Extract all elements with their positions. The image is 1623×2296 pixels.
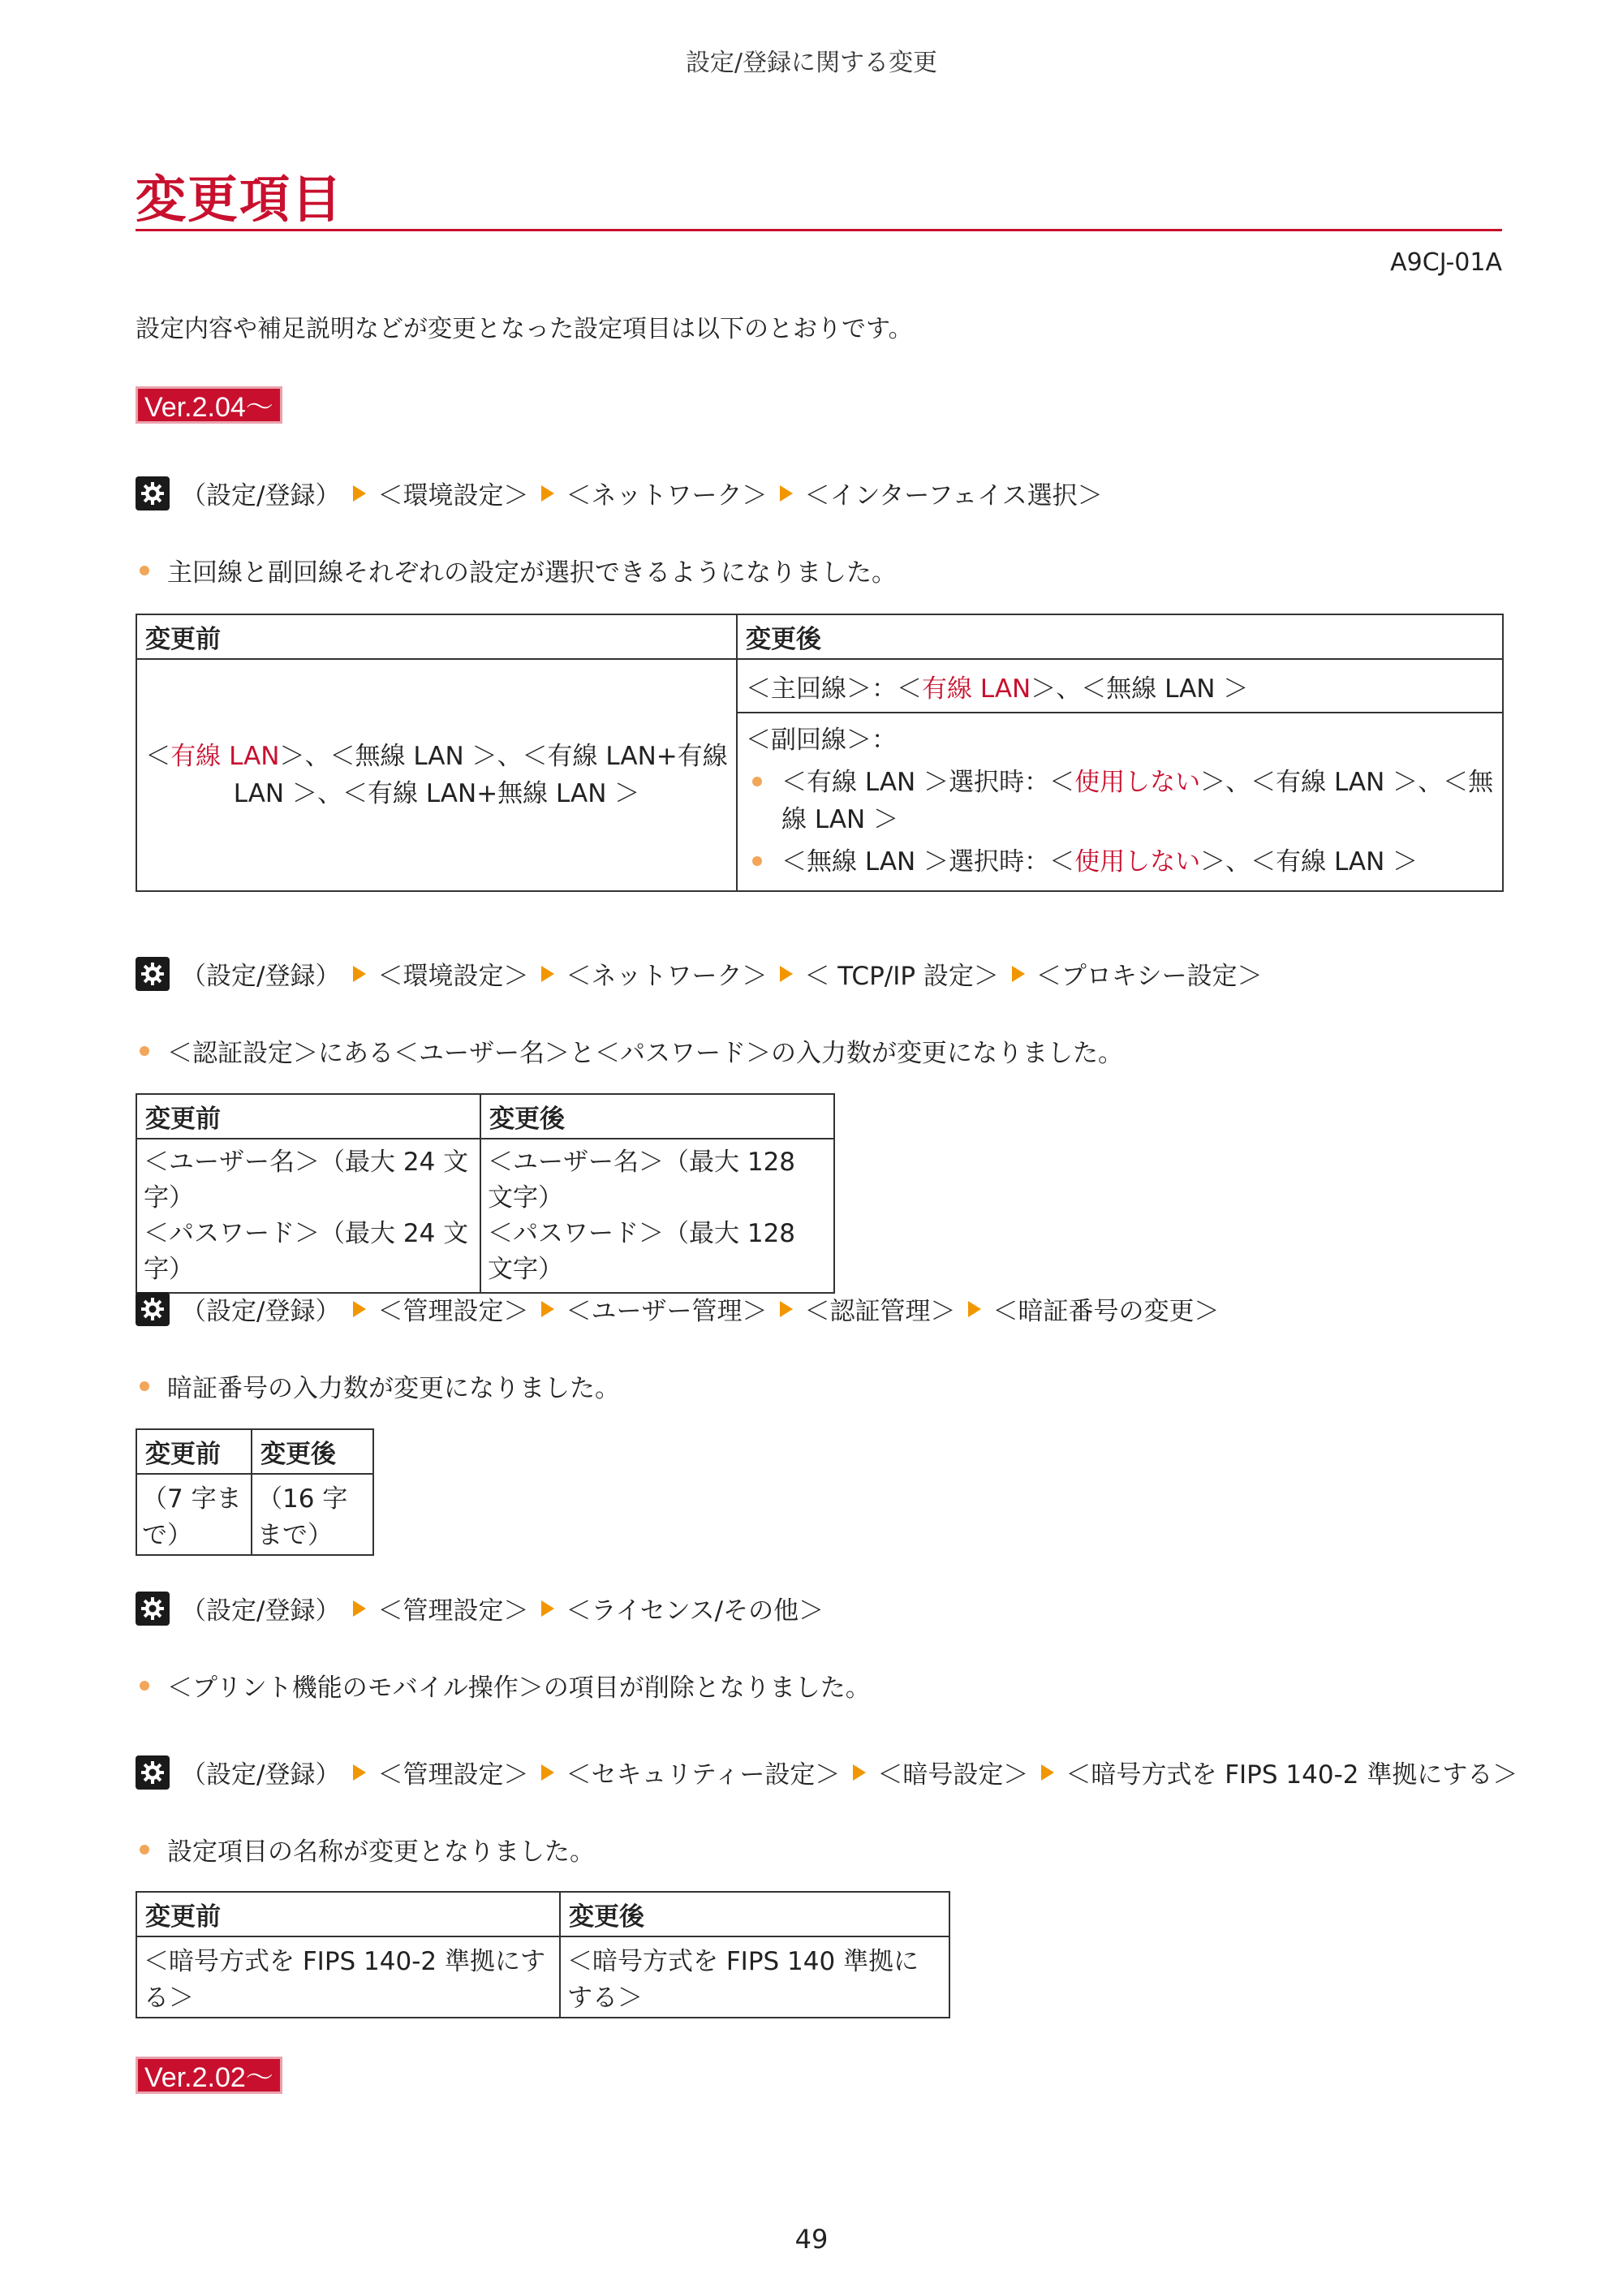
path-item: ＜セキュリティー設定＞	[566, 1760, 841, 1790]
page-number: 49	[794, 2224, 829, 2255]
after-cell: ＜ユーザー名＞（最大 128 文字） ＜パスワード＞（最大 128 文字）	[480, 1139, 834, 1293]
settings-path-1	[136, 475, 1103, 511]
running-header: 設定/登録に関する変更	[685, 49, 938, 77]
note-4	[136, 1667, 871, 1704]
path-item: ＜環境設定＞	[377, 962, 529, 991]
settings-path-3	[136, 1290, 1219, 1327]
note-text: 暗証番号の入力数が変更になりました。	[167, 1374, 620, 1403]
document-code: A9CJ-01A	[1390, 248, 1502, 277]
path-item: ＜ライセンス/その他＞	[566, 1596, 824, 1626]
note-1	[136, 552, 897, 588]
after-cell: ＜暗号方式を FIPS 140 準拠にする＞	[560, 1936, 949, 2018]
path-item: ＜インターフェイス選択＞	[804, 481, 1103, 510]
note-text: 主回線と副回線それぞれの設定が選択できるようになりました。	[167, 558, 897, 588]
sub-line-option: ＜有線 LAN ＞選択時：＜使用しない＞、＜有線 LAN ＞、＜無線 LAN ＞	[746, 764, 1494, 838]
triangle-right-icon	[353, 1764, 366, 1781]
main-line-cell: ＜主回線＞：＜有線 LAN＞、＜無線 LAN ＞	[737, 659, 1503, 713]
triangle-right-icon	[353, 966, 366, 982]
dot-bullet-icon	[140, 566, 149, 575]
after-header: 変更後	[737, 614, 1503, 659]
triangle-right-icon	[541, 1600, 554, 1617]
path-item: ＜プロキシー設定＞	[1035, 962, 1263, 991]
before-header: 変更前	[136, 1429, 252, 1474]
before-cell: ＜暗号方式を FIPS 140-2 準拠にする＞	[136, 1936, 560, 2018]
gear-icon	[136, 1592, 170, 1626]
dot-bullet-icon	[140, 1381, 149, 1391]
after-header: 変更後	[252, 1429, 373, 1474]
path-item: ＜管理設定＞	[377, 1297, 529, 1326]
path-root: （設定/登録）	[181, 962, 341, 991]
path-item: ＜ユーザー管理＞	[566, 1297, 768, 1326]
triangle-right-icon	[780, 1301, 793, 1317]
triangle-right-icon	[541, 485, 554, 502]
note-text: ＜プリント機能のモバイル操作＞の項目が削除となりました。	[167, 1674, 871, 1703]
path-root: （設定/登録）	[181, 481, 341, 510]
dot-bullet-icon	[140, 1681, 149, 1691]
sub-line-cell	[737, 713, 1503, 891]
path-item: ＜環境設定＞	[377, 481, 529, 510]
before-cell: ＜ユーザー名＞（最大 24 文字） ＜パスワード＞（最大 24 文字）	[136, 1139, 480, 1293]
change-table-2	[136, 1093, 835, 1294]
before-cell: （7 字まで）	[136, 1474, 252, 1555]
after-header: 変更後	[560, 1892, 949, 1936]
gear-icon	[136, 476, 170, 510]
path-item: ＜ TCP/IP 設定＞	[804, 962, 999, 991]
sub-line-title: ＜副回線＞：	[746, 726, 897, 755]
path-item: ＜ネットワーク＞	[566, 962, 768, 991]
path-root: （設定/登録）	[181, 1760, 341, 1790]
triangle-right-icon	[353, 1600, 366, 1617]
triangle-right-icon	[968, 1301, 981, 1317]
path-item: ＜ネットワーク＞	[566, 481, 768, 510]
after-header: 変更後	[480, 1094, 834, 1139]
path-root: （設定/登録）	[181, 1596, 341, 1626]
version-badge-204: Ver.2.04～	[136, 386, 282, 424]
triangle-right-icon	[853, 1764, 866, 1781]
triangle-right-icon	[353, 485, 366, 502]
before-header: 変更前	[136, 1094, 480, 1139]
path-item: ＜暗号方式を FIPS 140-2 準拠にする＞	[1065, 1760, 1518, 1790]
dot-bullet-icon	[140, 1845, 149, 1854]
note-text: 設定項目の名称が変更となりました。	[167, 1837, 595, 1867]
note-5	[136, 1831, 595, 1867]
triangle-right-icon	[541, 966, 554, 982]
note-2	[136, 1032, 1123, 1069]
gear-icon	[136, 957, 170, 991]
gear-icon	[136, 1755, 170, 1790]
triangle-right-icon	[780, 966, 793, 982]
path-item: ＜暗証番号の変更＞	[992, 1297, 1220, 1326]
triangle-right-icon	[780, 485, 793, 502]
note-text: ＜認証設定＞にある＜ユーザー名＞と＜パスワード＞の入力数が変更になりました。	[167, 1039, 1123, 1068]
triangle-right-icon	[353, 1301, 366, 1317]
triangle-right-icon	[541, 1764, 554, 1781]
dot-bullet-icon	[752, 856, 762, 866]
before-cell: ＜有線 LAN＞、＜無線 LAN ＞、＜有線 LAN+有線 LAN ＞、＜有線 LAN+無線 LAN ＞	[136, 659, 737, 891]
settings-path-4	[136, 1590, 824, 1626]
change-table-1	[136, 614, 1504, 892]
gear-icon	[136, 1292, 170, 1326]
path-item: ＜管理設定＞	[377, 1760, 529, 1790]
version-badge-202: Ver.2.02～	[136, 2057, 282, 2094]
triangle-right-icon	[541, 1301, 554, 1317]
triangle-right-icon	[1012, 966, 1025, 982]
path-item: ＜認証管理＞	[804, 1297, 956, 1326]
after-cell: （16 字まで）	[252, 1474, 373, 1555]
triangle-right-icon	[1041, 1764, 1054, 1781]
settings-path-5	[136, 1754, 1518, 1790]
path-item: ＜管理設定＞	[377, 1596, 529, 1626]
path-item: ＜暗号設定＞	[877, 1760, 1029, 1790]
settings-path-2	[136, 955, 1263, 992]
page-title: 変更項目	[136, 170, 344, 229]
title-divider	[136, 229, 1502, 231]
before-header: 変更前	[136, 1892, 560, 1936]
sub-line-option: ＜無線 LAN ＞選択時：＜使用しない＞、＜有線 LAN ＞	[746, 843, 1494, 881]
path-root: （設定/登録）	[181, 1297, 341, 1326]
before-header: 変更前	[136, 614, 737, 659]
change-table-3	[136, 1428, 374, 1556]
intro-text: 設定内容や補足説明などが変更となった設定項目は以下のとおりです。	[136, 315, 913, 343]
dot-bullet-icon	[140, 1046, 149, 1056]
dot-bullet-icon	[752, 777, 762, 786]
note-3	[136, 1368, 620, 1404]
change-table-5	[136, 1891, 950, 2018]
